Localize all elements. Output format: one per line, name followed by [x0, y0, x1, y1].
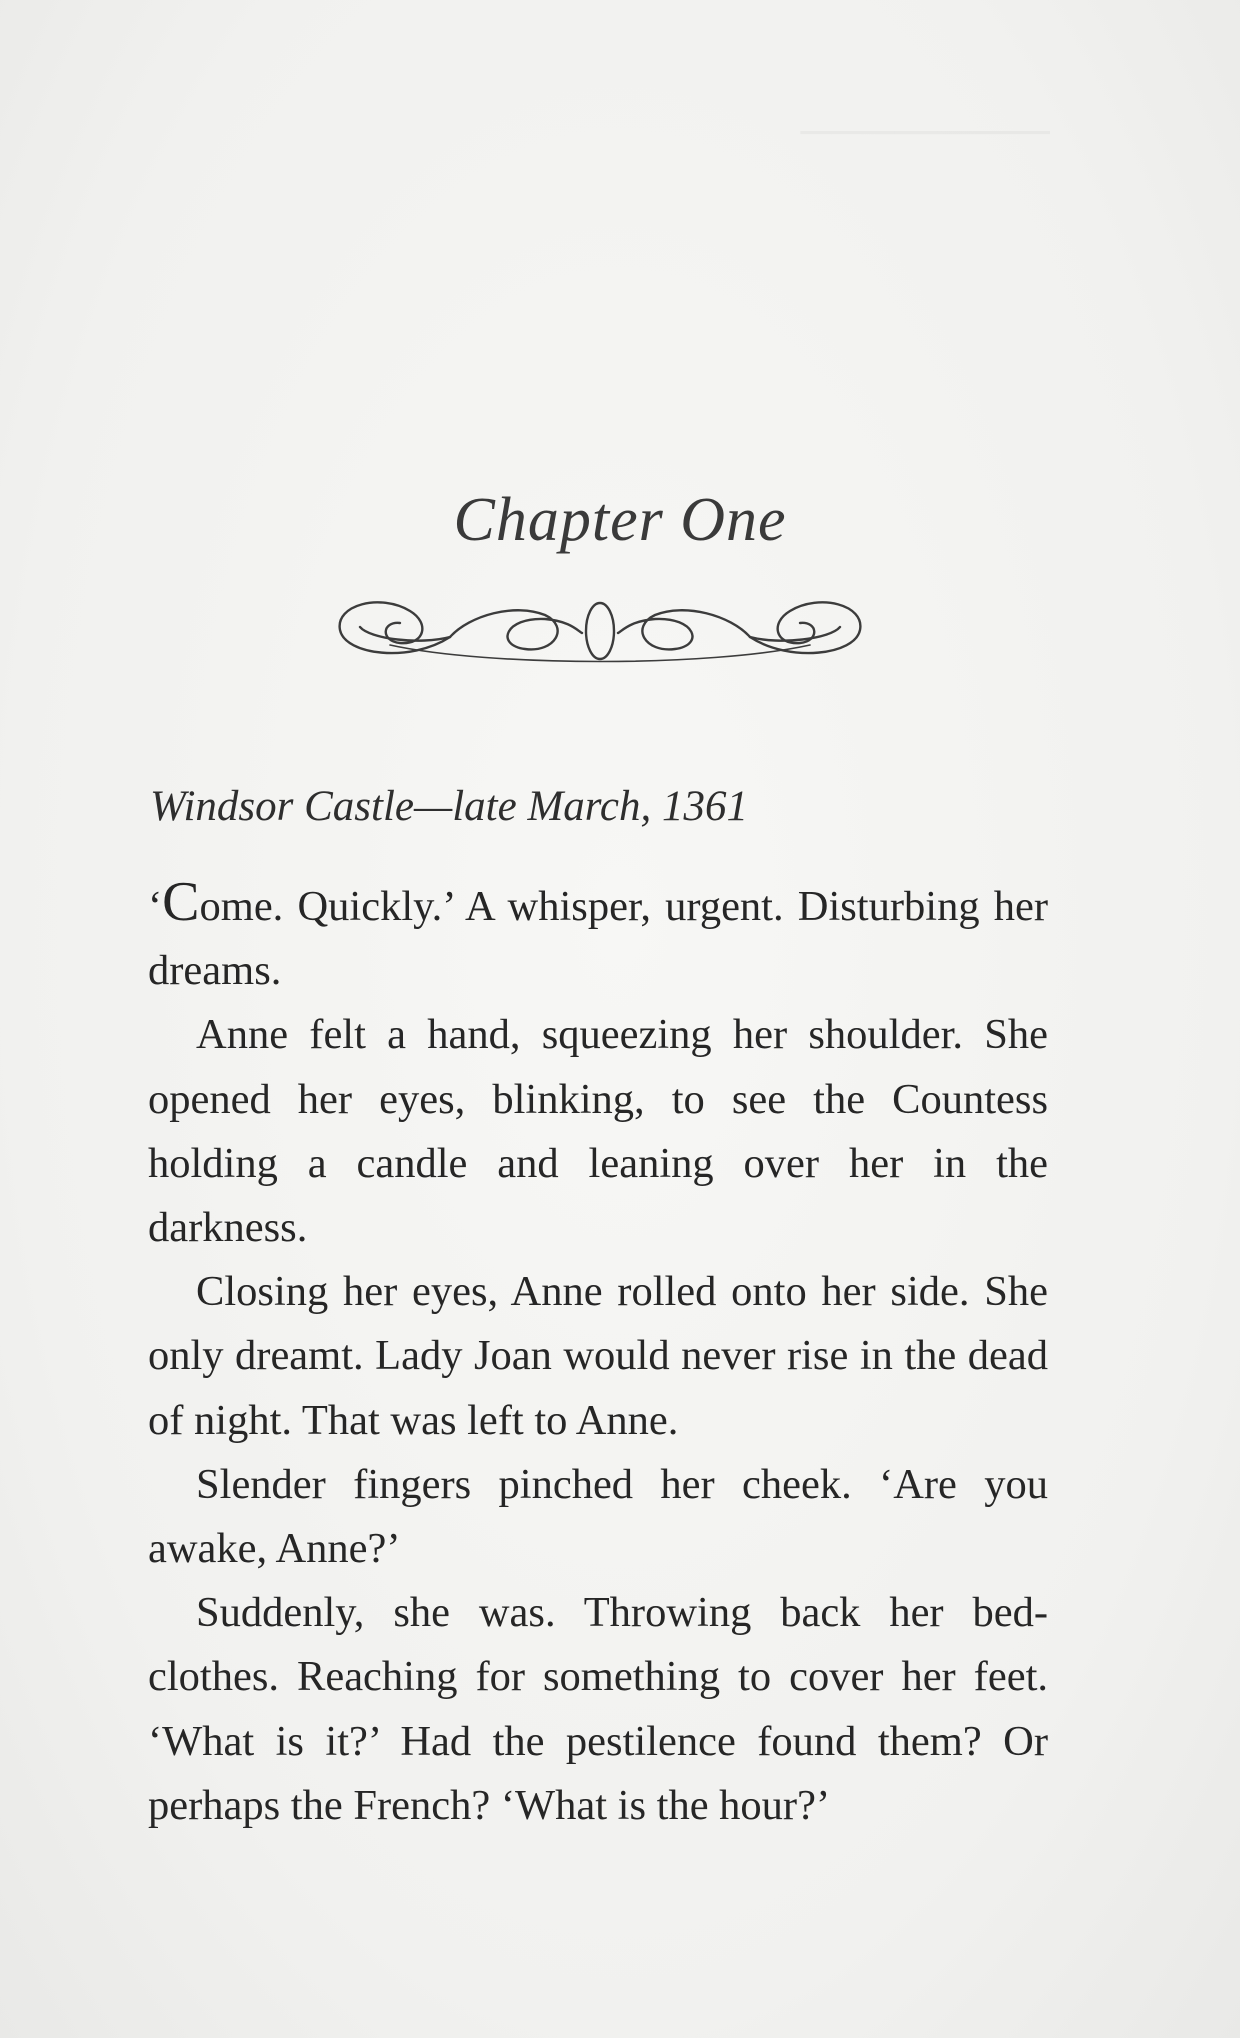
paragraph [148, 870, 1048, 1003]
chapter-body [148, 870, 1048, 1838]
paragraph: Slender fingers pinched her cheek. ‘Are you awake, Anne?’ [148, 1460, 1048, 1573]
opening-quote: ‘ [148, 883, 163, 930]
paragraph: Anne felt a hand, squeezing her shoulder. She opened her eyes, blinking, to see the Countess holding a candle and leaning over her in the darkness. [148, 1011, 1048, 1252]
place-date-subtitle: Windsor Castle—late March, 1361 [150, 783, 749, 830]
drop-cap: C [162, 871, 200, 933]
paragraph: Suddenly, she was. Throwing back her bedclothes. Reaching for something to cover her feet. ‘What is it?’ Had the pestilence found them? Or perhaps the French? ‘What is the hour?’ [148, 1589, 1048, 1829]
paragraph-text: ome. Quickly.’ A whisper, urgent. Disturbing her dreams. [148, 883, 1048, 995]
chapter-title: Chapter One [453, 486, 787, 554]
show-through-text: ──────── [800, 110, 1050, 154]
paragraph: Closing her eyes, Anne rolled onto her side. She only dreamt. Lady Joan would never rise in the dead of night. That was left to Anne. [148, 1268, 1048, 1444]
flourish-divider-icon [330, 575, 870, 675]
